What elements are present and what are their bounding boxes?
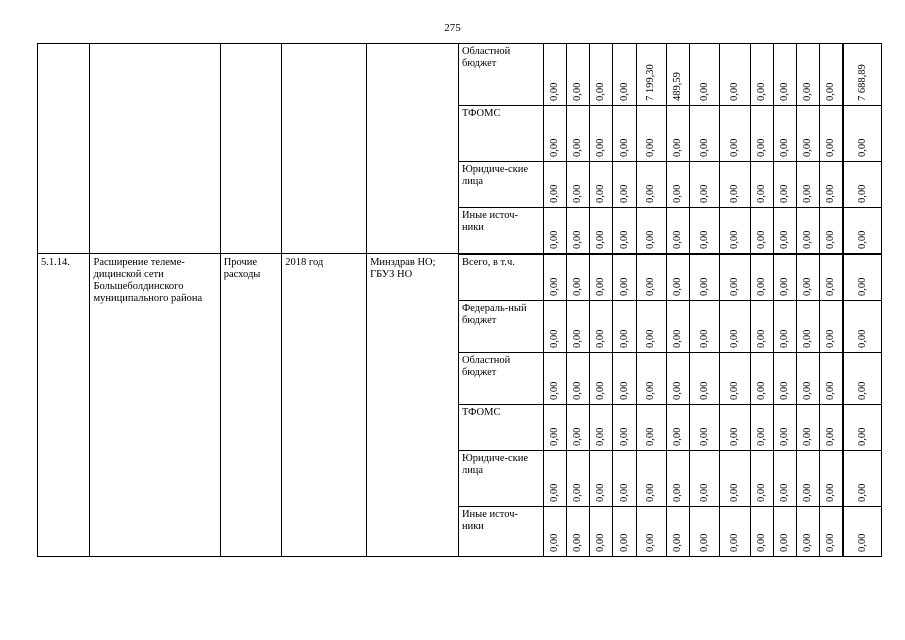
amount-cell xyxy=(666,405,689,451)
amount-value: 0,00 xyxy=(802,138,814,157)
amount-value: 0,00 xyxy=(779,381,791,400)
amount-cell xyxy=(843,353,881,405)
funding-source: Федераль-ный бюджет xyxy=(458,301,543,353)
amount-cell xyxy=(590,301,613,353)
amount-value: 0,00 xyxy=(825,483,837,502)
amount-cell xyxy=(820,106,843,162)
amount-value: 0,00 xyxy=(856,277,868,296)
amount-value: 0,00 xyxy=(729,138,741,157)
amount-value: 0,00 xyxy=(672,277,684,296)
amount-value: 0,00 xyxy=(595,329,607,348)
page-number: 275 xyxy=(444,22,461,34)
amount-cell xyxy=(543,44,566,106)
amount-value: 0,00 xyxy=(755,230,767,249)
amount-cell xyxy=(843,451,881,507)
amount-cell xyxy=(720,106,750,162)
amount-value: 0,00 xyxy=(698,184,710,203)
amount-value: 0,00 xyxy=(856,533,868,552)
amount-cell xyxy=(820,507,843,557)
amount-cell xyxy=(773,451,796,507)
amount-value: 0,00 xyxy=(672,381,684,400)
amount-cell xyxy=(636,507,666,557)
amount-cell xyxy=(820,44,843,106)
amount-value: 0,00 xyxy=(698,277,710,296)
amount-value: 0,00 xyxy=(572,82,584,101)
amount-value: 0,00 xyxy=(572,184,584,203)
amount-value: 0,00 xyxy=(698,230,710,249)
amount-value: 0,00 xyxy=(698,381,710,400)
amount-value: 0,00 xyxy=(779,184,791,203)
amount-cell xyxy=(543,451,566,507)
amount-cell xyxy=(690,405,720,451)
table-row xyxy=(38,254,882,301)
funding-source: ТФОМС xyxy=(458,405,543,451)
amount-value: 0,00 xyxy=(595,483,607,502)
amount-value: 0,00 xyxy=(802,230,814,249)
amount-value: 0,00 xyxy=(618,427,630,446)
amount-cell xyxy=(666,451,689,507)
amount-cell xyxy=(750,507,773,557)
amount-value: 0,00 xyxy=(755,427,767,446)
amount-cell xyxy=(843,301,881,353)
amount-cell xyxy=(797,451,820,507)
item-name xyxy=(90,44,220,254)
amount-value: 0,00 xyxy=(548,230,560,249)
amount-cell xyxy=(720,208,750,254)
amount-value: 0,00 xyxy=(729,230,741,249)
amount-cell xyxy=(566,106,589,162)
amount-cell xyxy=(843,507,881,557)
amount-value: 0,00 xyxy=(779,427,791,446)
amount-value: 0,00 xyxy=(698,427,710,446)
funding-source: ТФОМС xyxy=(458,106,543,162)
amount-value: 0,00 xyxy=(595,427,607,446)
amount-value: 0,00 xyxy=(802,427,814,446)
amount-value: 0,00 xyxy=(595,381,607,400)
amount-cell xyxy=(820,353,843,405)
amount-cell xyxy=(566,162,589,208)
amount-value: 0,00 xyxy=(618,82,630,101)
amount-value: 0,00 xyxy=(572,277,584,296)
amount-cell xyxy=(636,106,666,162)
amount-value: 7 688,89 xyxy=(856,64,868,101)
amount-cell xyxy=(797,254,820,301)
amount-value: 0,00 xyxy=(572,381,584,400)
amount-value: 0,00 xyxy=(618,277,630,296)
amount-value: 0,00 xyxy=(856,230,868,249)
amount-value: 0,00 xyxy=(595,184,607,203)
amount-value: 0,00 xyxy=(779,329,791,348)
amount-cell xyxy=(797,162,820,208)
item-code: 5.1.14. xyxy=(38,254,90,557)
amount-value: 0,00 xyxy=(618,381,630,400)
amount-cell xyxy=(773,507,796,557)
amount-cell xyxy=(690,507,720,557)
amount-value: 0,00 xyxy=(755,184,767,203)
amount-cell xyxy=(797,208,820,254)
amount-cell xyxy=(690,162,720,208)
amount-cell xyxy=(820,208,843,254)
amount-value: 0,00 xyxy=(572,138,584,157)
amount-value: 0,00 xyxy=(779,82,791,101)
amount-cell xyxy=(843,405,881,451)
amount-cell xyxy=(843,106,881,162)
amount-cell xyxy=(720,162,750,208)
amount-cell xyxy=(720,254,750,301)
amount-cell xyxy=(773,405,796,451)
amount-cell xyxy=(666,507,689,557)
amount-cell xyxy=(613,254,636,301)
amount-cell xyxy=(636,405,666,451)
amount-value: 0,00 xyxy=(802,381,814,400)
amount-value: 0,00 xyxy=(729,427,741,446)
amount-cell xyxy=(690,451,720,507)
amount-cell xyxy=(690,301,720,353)
funding-source: Областной бюджет xyxy=(458,44,543,106)
amount-cell xyxy=(720,405,750,451)
amount-cell xyxy=(773,353,796,405)
amount-value: 0,00 xyxy=(595,230,607,249)
amount-cell xyxy=(820,451,843,507)
amount-value: 0,00 xyxy=(672,138,684,157)
amount-value: 0,00 xyxy=(618,329,630,348)
amount-cell xyxy=(773,44,796,106)
amount-cell xyxy=(566,301,589,353)
amount-value: 0,00 xyxy=(825,329,837,348)
amount-cell xyxy=(590,254,613,301)
amount-cell xyxy=(590,162,613,208)
amount-cell xyxy=(613,301,636,353)
amount-value: 0,00 xyxy=(825,138,837,157)
amount-value: 0,00 xyxy=(548,329,560,348)
executor xyxy=(367,44,459,254)
amount-value: 0,00 xyxy=(595,533,607,552)
amount-value: 0,00 xyxy=(672,533,684,552)
amount-value: 0,00 xyxy=(856,483,868,502)
amount-value: 0,00 xyxy=(698,138,710,157)
amount-value: 0,00 xyxy=(548,138,560,157)
amount-value: 0,00 xyxy=(618,483,630,502)
amount-cell xyxy=(613,507,636,557)
amount-value: 0,00 xyxy=(856,184,868,203)
executor: Минздрав НО; ГБУЗ НО xyxy=(367,254,459,557)
item-name: Расширение телеме-дицинской сети Большеболдинского муниципального района xyxy=(90,254,220,557)
amount-cell xyxy=(690,353,720,405)
amount-value: 0,00 xyxy=(595,82,607,101)
amount-value: 0,00 xyxy=(802,483,814,502)
amount-value: 0,00 xyxy=(645,483,657,502)
amount-cell xyxy=(773,301,796,353)
amount-value: 0,00 xyxy=(548,82,560,101)
amount-value: 0,00 xyxy=(548,184,560,203)
amount-cell xyxy=(636,353,666,405)
amount-value: 0,00 xyxy=(802,329,814,348)
amount-cell xyxy=(566,44,589,106)
amount-cell xyxy=(566,353,589,405)
amount-value: 0,00 xyxy=(825,230,837,249)
amount-value: 0,00 xyxy=(755,277,767,296)
amount-value: 0,00 xyxy=(645,230,657,249)
amount-cell xyxy=(543,208,566,254)
amount-value: 0,00 xyxy=(572,483,584,502)
amount-cell xyxy=(543,507,566,557)
amount-value: 0,00 xyxy=(825,533,837,552)
amount-cell xyxy=(666,353,689,405)
period xyxy=(282,44,367,254)
amount-value: 0,00 xyxy=(645,184,657,203)
amount-value: 0,00 xyxy=(572,230,584,249)
funding-source: Всего, в т.ч. xyxy=(458,254,543,301)
amount-cell xyxy=(750,106,773,162)
amount-cell xyxy=(543,301,566,353)
amount-value: 0,00 xyxy=(548,427,560,446)
amount-value: 0,00 xyxy=(802,184,814,203)
amount-cell xyxy=(690,106,720,162)
amount-cell xyxy=(820,254,843,301)
amount-value: 0,00 xyxy=(729,533,741,552)
funding-source: Областной бюджет xyxy=(458,353,543,405)
amount-cell xyxy=(566,507,589,557)
amount-value: 0,00 xyxy=(856,381,868,400)
amount-cell xyxy=(750,405,773,451)
amount-value: 0,00 xyxy=(729,184,741,203)
amount-value: 0,00 xyxy=(729,277,741,296)
amount-value: 0,00 xyxy=(595,277,607,296)
amount-cell xyxy=(543,254,566,301)
amount-value: 0,00 xyxy=(672,427,684,446)
amount-cell xyxy=(773,254,796,301)
amount-value: 489,59 xyxy=(672,72,684,101)
expense-type: Прочие расходы xyxy=(220,254,282,557)
amount-cell xyxy=(720,353,750,405)
amount-cell xyxy=(636,44,666,106)
amount-cell xyxy=(590,353,613,405)
amount-cell xyxy=(843,44,881,106)
amount-cell xyxy=(566,405,589,451)
amount-cell xyxy=(773,162,796,208)
amount-cell xyxy=(820,162,843,208)
amount-cell xyxy=(590,405,613,451)
amount-value: 0,00 xyxy=(698,82,710,101)
amount-value: 0,00 xyxy=(802,82,814,101)
amount-value: 0,00 xyxy=(618,533,630,552)
amount-cell xyxy=(843,208,881,254)
item-code xyxy=(38,44,90,254)
amount-value: 0,00 xyxy=(672,184,684,203)
amount-cell xyxy=(666,301,689,353)
amount-value: 0,00 xyxy=(595,138,607,157)
amount-cell xyxy=(613,106,636,162)
amount-value: 0,00 xyxy=(645,381,657,400)
amount-cell xyxy=(613,405,636,451)
expense-type xyxy=(220,44,282,254)
amount-cell xyxy=(543,162,566,208)
amount-cell xyxy=(566,254,589,301)
amount-value: 0,00 xyxy=(698,483,710,502)
amount-cell xyxy=(773,208,796,254)
amount-value: 0,00 xyxy=(729,381,741,400)
amount-value: 0,00 xyxy=(548,277,560,296)
amount-cell xyxy=(613,451,636,507)
amount-value: 0,00 xyxy=(755,138,767,157)
amount-cell xyxy=(543,106,566,162)
amount-cell xyxy=(750,451,773,507)
amount-value: 0,00 xyxy=(856,427,868,446)
amount-value: 0,00 xyxy=(755,533,767,552)
amount-cell xyxy=(797,301,820,353)
amount-cell xyxy=(613,208,636,254)
amount-cell xyxy=(797,44,820,106)
amount-cell xyxy=(820,301,843,353)
amount-cell xyxy=(636,451,666,507)
amount-cell xyxy=(543,353,566,405)
amount-value: 0,00 xyxy=(825,381,837,400)
amount-value: 0,00 xyxy=(729,329,741,348)
amount-value: 0,00 xyxy=(698,329,710,348)
amount-value: 0,00 xyxy=(548,533,560,552)
period: 2018 год xyxy=(282,254,367,557)
amount-cell xyxy=(690,44,720,106)
funding-source: Юридиче-ские лица xyxy=(458,162,543,208)
amount-value: 0,00 xyxy=(645,533,657,552)
amount-cell xyxy=(720,507,750,557)
amount-value: 0,00 xyxy=(779,230,791,249)
amount-value: 0,00 xyxy=(548,483,560,502)
amount-cell xyxy=(590,507,613,557)
amount-value: 0,00 xyxy=(755,329,767,348)
amount-cell xyxy=(590,44,613,106)
amount-value: 0,00 xyxy=(802,277,814,296)
amount-value: 0,00 xyxy=(825,184,837,203)
amount-cell xyxy=(773,106,796,162)
funding-source: Иные источ-ники xyxy=(458,208,543,254)
amount-value: 0,00 xyxy=(825,277,837,296)
amount-value: 0,00 xyxy=(755,82,767,101)
funding-table xyxy=(37,43,882,557)
amount-cell xyxy=(843,254,881,301)
amount-cell xyxy=(720,301,750,353)
amount-cell xyxy=(566,451,589,507)
amount-value: 0,00 xyxy=(618,184,630,203)
amount-value: 0,00 xyxy=(572,329,584,348)
amount-value: 0,00 xyxy=(856,329,868,348)
amount-cell xyxy=(666,44,689,106)
amount-cell xyxy=(750,44,773,106)
amount-cell xyxy=(750,353,773,405)
amount-cell xyxy=(566,208,589,254)
amount-value: 0,00 xyxy=(645,427,657,446)
amount-cell xyxy=(666,106,689,162)
amount-cell xyxy=(750,208,773,254)
amount-cell xyxy=(590,106,613,162)
funding-source: Юридиче-ские лица xyxy=(458,451,543,507)
amount-value: 0,00 xyxy=(779,483,791,502)
amount-cell xyxy=(797,405,820,451)
amount-value: 0,00 xyxy=(856,138,868,157)
amount-value: 0,00 xyxy=(779,533,791,552)
amount-value: 0,00 xyxy=(618,138,630,157)
amount-cell xyxy=(666,254,689,301)
amount-cell xyxy=(797,353,820,405)
amount-value: 0,00 xyxy=(645,138,657,157)
amount-cell xyxy=(590,208,613,254)
amount-value: 7 199,30 xyxy=(645,64,657,101)
amount-value: 0,00 xyxy=(755,381,767,400)
amount-value: 0,00 xyxy=(572,427,584,446)
amount-cell xyxy=(636,254,666,301)
amount-value: 0,00 xyxy=(825,82,837,101)
amount-cell xyxy=(666,162,689,208)
amount-cell xyxy=(613,44,636,106)
amount-value: 0,00 xyxy=(755,483,767,502)
amount-cell xyxy=(690,208,720,254)
amount-cell xyxy=(590,451,613,507)
amount-cell xyxy=(636,301,666,353)
amount-cell xyxy=(720,44,750,106)
amount-value: 0,00 xyxy=(572,533,584,552)
amount-cell xyxy=(543,405,566,451)
amount-value: 0,00 xyxy=(672,230,684,249)
amount-cell xyxy=(666,208,689,254)
amount-cell xyxy=(750,301,773,353)
amount-cell xyxy=(750,254,773,301)
amount-cell xyxy=(820,405,843,451)
amount-cell xyxy=(750,162,773,208)
amount-cell xyxy=(636,208,666,254)
amount-value: 0,00 xyxy=(729,82,741,101)
amount-cell xyxy=(843,162,881,208)
amount-value: 0,00 xyxy=(672,329,684,348)
amount-cell xyxy=(797,106,820,162)
amount-value: 0,00 xyxy=(802,533,814,552)
amount-value: 0,00 xyxy=(779,138,791,157)
amount-value: 0,00 xyxy=(779,277,791,296)
amount-cell xyxy=(613,162,636,208)
amount-value: 0,00 xyxy=(645,277,657,296)
amount-value: 0,00 xyxy=(729,483,741,502)
amount-value: 0,00 xyxy=(825,427,837,446)
table-row xyxy=(38,44,882,106)
amount-cell xyxy=(636,162,666,208)
amount-value: 0,00 xyxy=(548,381,560,400)
amount-cell xyxy=(720,451,750,507)
amount-cell xyxy=(613,353,636,405)
amount-cell xyxy=(690,254,720,301)
amount-value: 0,00 xyxy=(645,329,657,348)
amount-cell xyxy=(797,507,820,557)
amount-value: 0,00 xyxy=(618,230,630,249)
amount-value: 0,00 xyxy=(672,483,684,502)
amount-value: 0,00 xyxy=(698,533,710,552)
funding-source: Иные источ-ники xyxy=(458,507,543,557)
